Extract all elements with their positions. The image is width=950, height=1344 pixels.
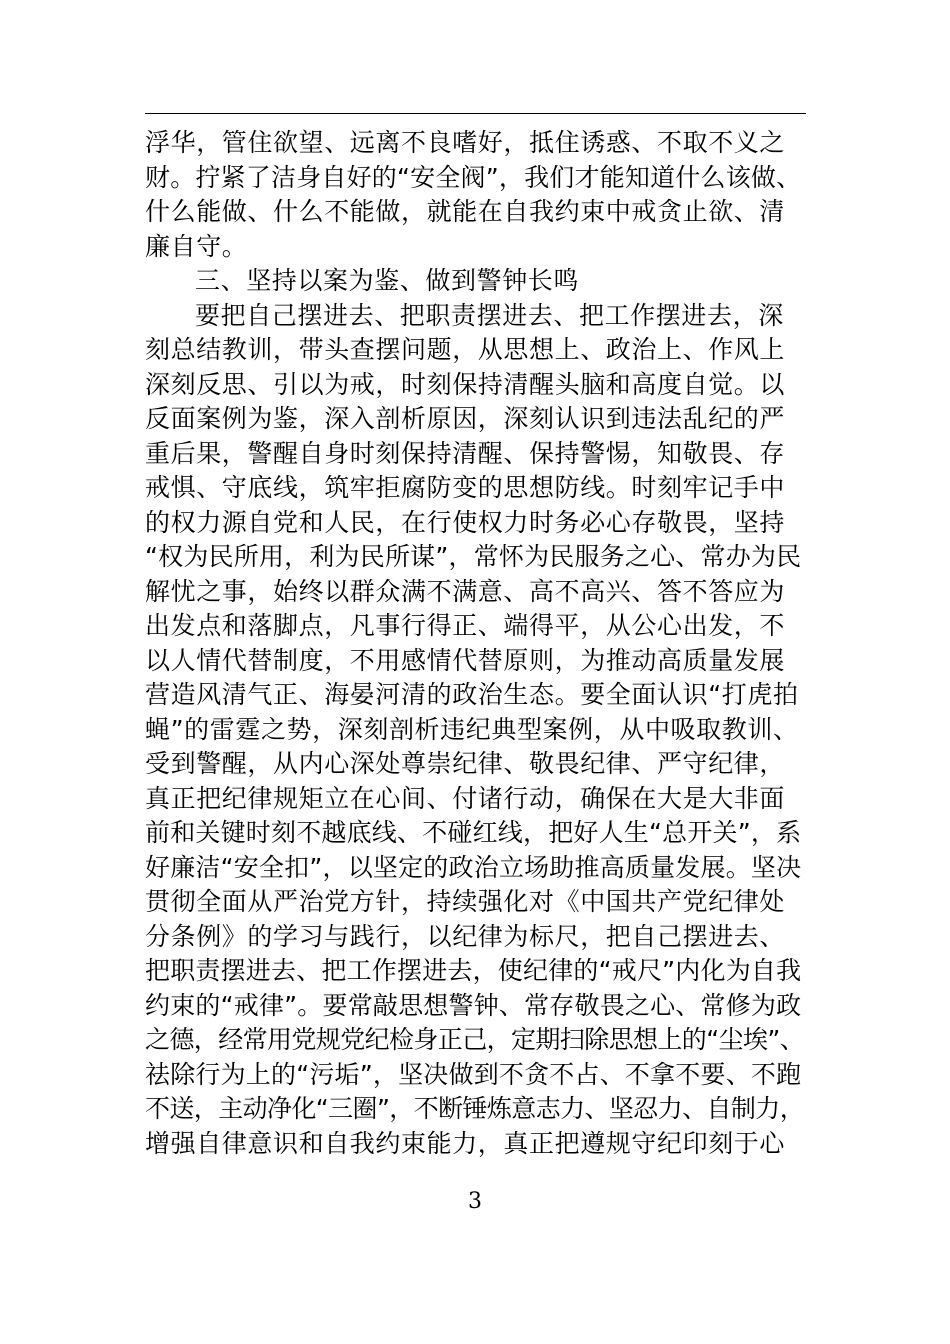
page-number: 3: [468, 1189, 482, 1214]
header-rule: [145, 113, 806, 114]
text-line: 重后果，警醒自身时刻保持清醒、保持警惕，知敬畏、存: [145, 438, 786, 468]
text-line: 要把自己摆进去、把职责摆进去、把工作摆进去，深: [195, 300, 784, 330]
text-line: 什么能做、什么不能做，就能在自我约束中戒贪止欲、清: [145, 197, 786, 226]
text-line: 前和关键时刻不越底线、不碰红线，把好人生“总开关”，系: [145, 818, 802, 847]
text-line: 以人情代替制度，不用感情代替原则，为推动高质量发展: [145, 645, 786, 675]
text-line: 贯彻全面从严治党方针，持续强化对《中国共产党纪律处: [145, 887, 786, 916]
text-line: 营造风清气正、海晏河清的政治生态。要全面认识“打虎拍: [145, 680, 799, 709]
text-line: 把职责摆进去、把工作摆进去，使纪律的“戒尺”内化为自我: [145, 956, 802, 985]
text-line: 真正把纪律规矩立在心间、付诸行动，确保在大是大非面: [145, 783, 786, 813]
text-line: 戒惧、守底线，筑牢拒腐防变的思想防线。时刻牢记手中: [145, 473, 786, 502]
text-line: 解忧之事，始终以群众满不满意、高不高兴、答不答应为: [145, 576, 786, 606]
text-line: 深刻反思、引以为戒，时刻保持清醒头脑和高度自觉。以: [145, 369, 786, 399]
text-line: 出发点和落脚点，凡事行得正、端得平，从公心出发，不: [145, 611, 786, 640]
text-line: 财。拧紧了洁身自好的“安全阀”，我们才能知道什么该做、: [145, 162, 802, 192]
text-line: 好廉洁“安全扣”，以坚定的政治立场助推高质量发展。坚决: [145, 852, 802, 882]
text-line: 祛除行为上的“污垢”，坚决做到不贪不占、不拿不要、不跑: [145, 1059, 802, 1089]
text-line: 之德，经常用党规党纪检身正己，定期扫除思想上的“尘埃”、: [145, 1025, 805, 1054]
text-line: 反面案例为鉴，深入剖析原因，深刻认识到违法乱纪的严: [145, 404, 786, 433]
text-line: 的权力源自党和人民，在行使权力时务必心存敬畏，坚持: [145, 507, 786, 537]
text-line: “权为民所用，利为民所谋”，常怀为民服务之心、常办为民: [145, 542, 802, 571]
text-line: 刻总结教训，带头查摆问题，从思想上、政治上、作风上: [145, 335, 786, 364]
text-line: 增强自律意识和自我约束能力，真正把遵规守纪印刻于心: [145, 1128, 786, 1158]
section-heading: 三、坚持以案为鉴、做到警钟长鸣: [195, 266, 580, 295]
text-line: 浮华，管住欲望、远离不良嗜好，抵住诱惑、不取不义之: [145, 128, 786, 157]
document-body: [145, 126, 806, 1161]
text-line: 受到警醒，从内心深处尊崇纪律、敬畏纪律、严守纪律，: [145, 749, 786, 778]
text-line: 分条例》的学习与践行，以纪律为标尺，把自己摆进去、: [145, 921, 786, 951]
text-line: 不送，主动净化“三圈”，不断锤炼意志力、坚忍力、自制力，: [145, 1094, 805, 1123]
text-line: 约束的“戒律”。要常敲思想警钟、常存敬畏之心、常修为政: [145, 990, 802, 1020]
text-line: 廉自守。: [145, 231, 248, 261]
text-line: 蝇”的雷霆之势，深刻剖析违纪典型案例，从中吸取教训、: [145, 714, 799, 744]
